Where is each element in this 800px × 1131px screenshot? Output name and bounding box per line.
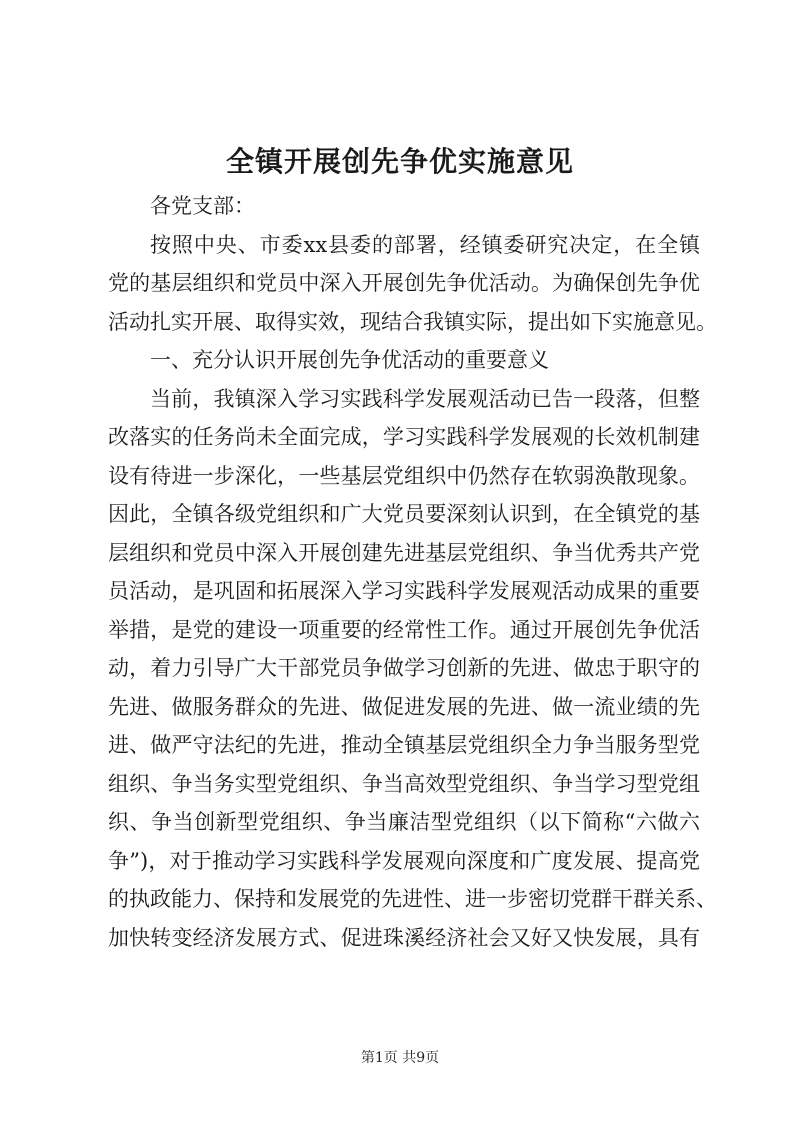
paragraph-line: 当前，我镇深入学习实践科学发展观活动已告一段落，但整 (150, 386, 700, 411)
document-title: 全镇开展创先争优实施意见 (225, 145, 574, 178)
paragraph-line: 活动扎实开展、取得实效，现结合我镇实际，提出如下实施意见。 (108, 309, 717, 334)
paragraph-line: 动，着力引导广大干部党员争做学习创新的先进、做忠于职守的 (108, 656, 700, 680)
paragraph-line: 的执政能力、保持和发展党的先进性、进一步密切党群干群关系、 (108, 887, 717, 911)
paragraph-line: 员活动，是巩固和拓展深入学习实践科学发展观活动成果的重要 (108, 579, 700, 603)
paragraph-line: 举措，是党的建设一项重要的经常性工作。通过开展创先争优活 (108, 617, 700, 642)
paragraph-line: 党的基层组织和党员中深入开展创先争优活动。为确保创先争优 (108, 271, 700, 295)
paragraph-line: 层组织和党员中深入开展创建先进基层党组织、争当优秀共产党 (108, 540, 700, 565)
paragraph-line: 争”)，对于推动学习实践科学发展观向深度和广度发展、提高党 (108, 848, 700, 873)
page-number: 第1页 共9页 (360, 1050, 440, 1066)
paragraph-line: 按照中央、市委xx县委的部署，经镇委研究决定，在全镇 (150, 232, 700, 257)
paragraph-line: 加快转变经济发展方式、促进珠溪经济社会又好又快发展，具有 (108, 925, 700, 950)
paragraph-line: 改落实的任务尚未全面完成，学习实践科学发展观的长效机制建 (108, 425, 700, 449)
paragraph-line: 因此，全镇各级党组织和广大党员要深刻认识到，在全镇党的基 (108, 502, 700, 526)
paragraph-line: 设有待进一步深化，一些基层党组织中仍然存在软弱涣散现象。 (108, 463, 700, 488)
paragraph-line: 织、争当创新型党组织、争当廉洁型党组织（以下简称“六做六 (108, 810, 700, 834)
paragraph-line: 进、做严守法纪的先进，推动全镇基层党组织全力争当服务型党 (108, 733, 700, 757)
paragraph-line: 组织、争当务实型党组织、争当高效型党组织、争当学习型党组 (108, 771, 700, 796)
salutation: 各党支部： (150, 194, 255, 218)
section-heading: 一、充分认识开展创先争优活动的重要意义 (150, 348, 549, 372)
document-body (108, 187, 717, 957)
paragraph-line: 先进、做服务群众的先进、做促进发展的先进、做一流业绩的先 (108, 694, 700, 719)
